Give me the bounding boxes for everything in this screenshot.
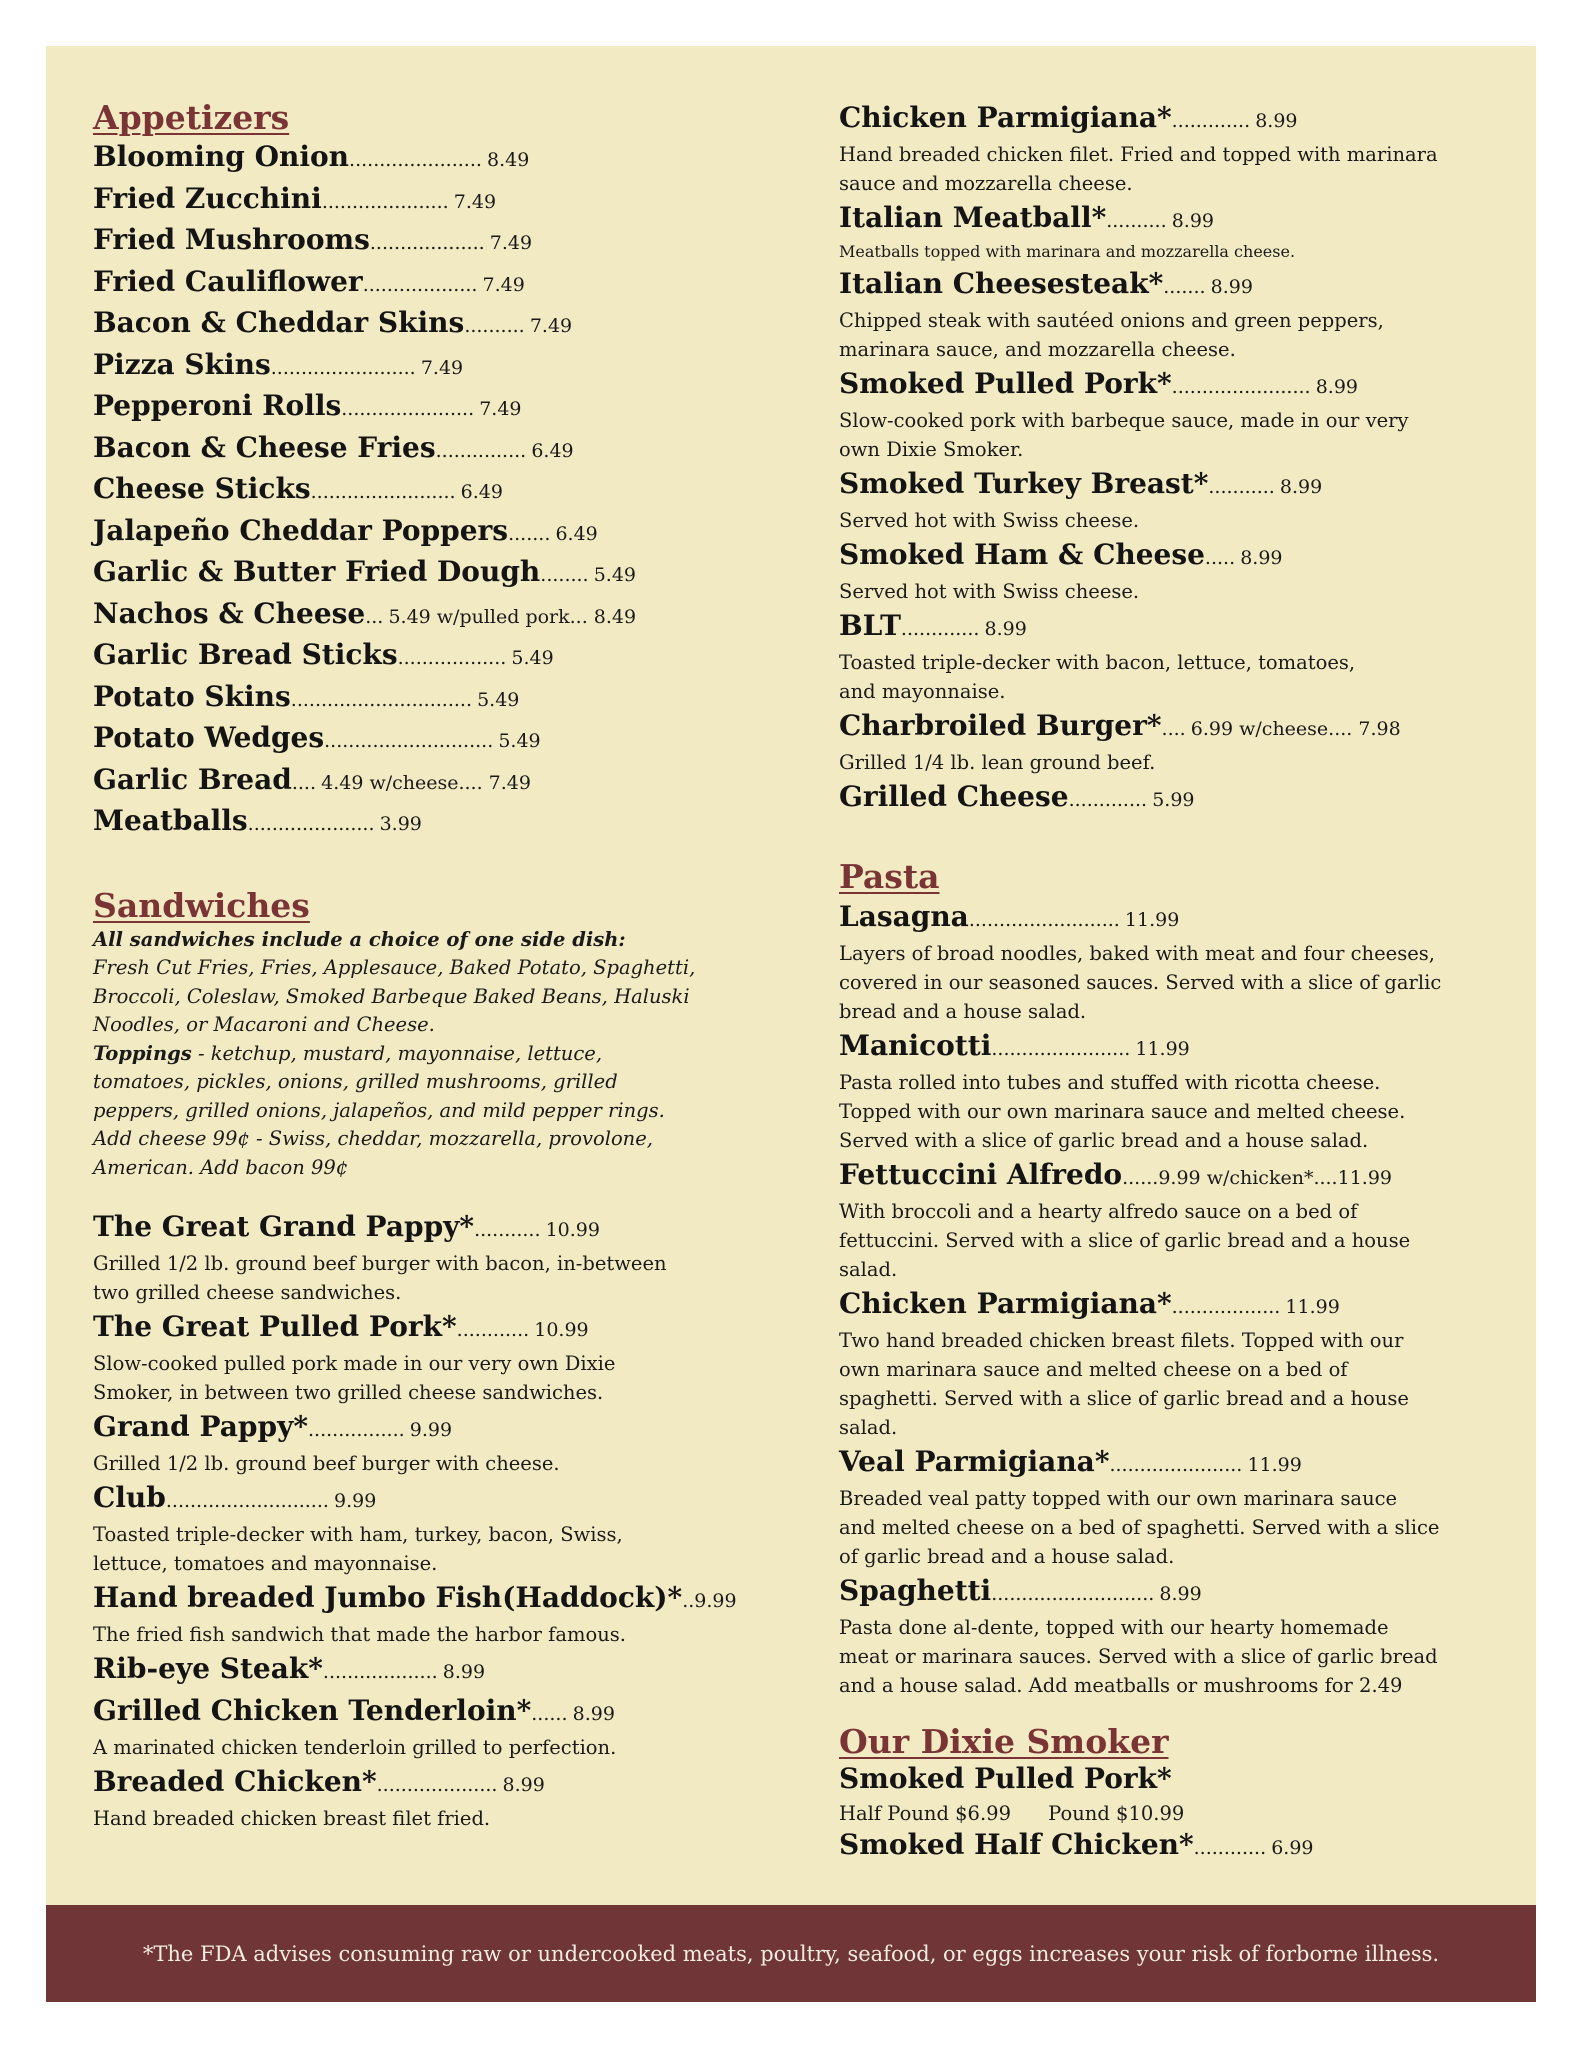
item-description: Served hot with Swiss cheese. [839, 580, 1140, 603]
item-description: two grilled cheese sandwiches. [93, 1281, 402, 1304]
sandwiches-heading: Sandwiches [93, 885, 310, 925]
menu-item [93, 636, 773, 678]
leader-dots: ............................ [324, 730, 494, 752]
item-description: sauce and mozzarella cheese. [839, 172, 1133, 195]
item-price: 11.99 [1247, 1454, 1302, 1476]
item-price: 8.49 [487, 149, 530, 171]
item-name: Meatballs [93, 804, 248, 837]
leader-dots: ...................... [1109, 1454, 1243, 1476]
item-description: Toasted triple-decker with ham, turkey, bacon, Swiss, [93, 1523, 623, 1546]
item-description: spaghetti. Served with a slice of garlic bread and a house [839, 1387, 1409, 1410]
item-description: own marinara sauce and melted cheese on a bed of [839, 1358, 1348, 1381]
menu-item [839, 1829, 1519, 1865]
item-name: Fettuccini Alfredo [839, 1158, 1123, 1191]
menu-item [839, 536, 1519, 606]
leader-dots: ........ [540, 564, 589, 586]
leader-dots: ................... [362, 273, 478, 296]
item-name: The Great Pulled Pork* [93, 1310, 457, 1343]
item-price: 9.99 w/chicken*....11.99 [1158, 1167, 1392, 1189]
menu-item [93, 429, 773, 471]
item-name: Cheese Sticks [93, 472, 311, 505]
leader-dots: ..................... [321, 190, 449, 213]
leader-dots: ....... [508, 522, 551, 545]
item-description: and melted cheese on a bed of spaghetti. Served with a slice [839, 1516, 1440, 1539]
dixie-smoker-heading: Our Dixie Smoker [839, 1722, 1169, 1761]
menu-item [839, 465, 1519, 535]
item-price: 10.99 [545, 1219, 600, 1241]
item-description: Smoker, in between two grilled cheese sandwiches. [93, 1381, 604, 1404]
leader-dots: .. [682, 1590, 695, 1612]
item-price: 8.99 [572, 1703, 615, 1725]
item-description: Pasta done al-dente, topped with our hearty homemade [839, 1616, 1389, 1639]
item-name: Smoked Half Chicken* [839, 1828, 1194, 1861]
leader-dots: .......... [1106, 210, 1167, 232]
item-price: 6.99 [1271, 1837, 1314, 1859]
leader-dots: ............. [900, 618, 980, 640]
item-price: 6.49 [555, 522, 598, 545]
item-description: Toasted triple-decker with bacon, lettuce, tomatoes, [839, 651, 1356, 674]
item-name: Lasagna [839, 900, 969, 933]
item-description: A marinated chicken tenderloin grilled to perfection. [93, 1736, 617, 1759]
item-description: Chipped steak with sautéed onions and green peppers, [839, 309, 1384, 332]
item-name: Jalapeño Cheddar Poppers [93, 513, 509, 547]
leader-dots: ............. [1068, 789, 1148, 811]
leader-dots: ................... [369, 232, 485, 254]
item-description: and mayonnaise. [839, 680, 1006, 703]
item-name: Breaded Chicken* [93, 1765, 377, 1798]
item-name: BLT [839, 609, 901, 642]
item-name: Bacon & Cheese Fries [93, 430, 436, 464]
item-description: own Dixie Smoker. [839, 438, 1024, 461]
item-price: 9.99 [694, 1590, 737, 1612]
item-price: 7.49 [479, 398, 522, 420]
item-price: 11.99 [1285, 1296, 1340, 1318]
item-name: Veal Parmigiana* [839, 1445, 1110, 1478]
sandwiches-list-left [93, 1208, 773, 1833]
leader-dots: ................... [322, 1661, 438, 1683]
item-name: Grand Pappy* [93, 1410, 309, 1443]
menu-item [839, 1156, 1519, 1284]
menu-item [93, 221, 773, 263]
menu-page [46, 46, 1536, 2002]
menu-item [93, 1579, 773, 1649]
item-price: 5.49 w/pulled pork... 8.49 [388, 605, 637, 628]
item-description: bread and a house salad. [839, 1000, 1087, 1023]
item-description: meat or marinara sauces. Served with a slice of garlic bread [839, 1645, 1438, 1668]
leader-dots: ....... [1163, 276, 1206, 298]
item-price: 8.99 [1279, 476, 1323, 498]
menu-item [839, 265, 1519, 364]
item-name: Hand breaded Jumbo Fish(Haddock)* [93, 1581, 683, 1614]
menu-item [839, 1572, 1519, 1700]
menu-item [93, 1308, 773, 1407]
item-price: 11.99 [1135, 1038, 1190, 1060]
item-price: 11.99 [1124, 909, 1180, 931]
left-column [93, 98, 773, 1833]
item-price: 5.99 [1152, 789, 1195, 811]
note-line: Fresh Cut Fries, Fries, Applesauce, Baked Potato, Spaghetti, [93, 956, 696, 979]
leader-dots: ...................... [349, 149, 482, 171]
leader-dots: ............ [1193, 1837, 1267, 1859]
item-name: Bacon & Cheddar Skins [93, 306, 465, 339]
item-name: Fried Mushrooms [93, 223, 370, 256]
item-name: Italian Cheesesteak* [839, 267, 1164, 300]
menu-item [93, 138, 773, 180]
item-name: Potato Wedges [93, 721, 325, 754]
appetizers-heading: Appetizers [93, 98, 290, 137]
fda-disclaimer: *The FDA advises consuming raw or undercooked meats, poultry, seafood, or eggs increases your risk of forborne illness. [142, 1941, 1440, 1966]
menu-item [93, 470, 773, 512]
pasta-list [839, 898, 1519, 1700]
item-price: 10.99 [534, 1319, 589, 1341]
leader-dots: ........... [1208, 476, 1275, 498]
item-name: Garlic Bread Sticks [93, 638, 398, 671]
leader-dots: .................. [1171, 1296, 1281, 1318]
menu-item [93, 802, 773, 844]
item-price: 8.99 [1171, 210, 1215, 232]
item-description: Breaded veal patty topped with our own marinara sauce [839, 1487, 1398, 1510]
item-price: 7.49 [529, 315, 573, 337]
menu-item [93, 595, 773, 637]
menu-item [93, 761, 773, 803]
leader-dots: ... [365, 605, 384, 628]
menu-item [93, 1208, 773, 1307]
menu-item [839, 1027, 1519, 1155]
item-description: marinara sauce, and mozzarella cheese. [839, 338, 1236, 361]
menu-item [839, 365, 1519, 464]
item-description: Hand breaded chicken breast filet fried. [93, 1807, 491, 1830]
item-price: 5.49 [498, 730, 541, 752]
leader-dots: ............... [435, 439, 527, 462]
menu-item [839, 199, 1519, 264]
leader-dots: .... [291, 771, 317, 794]
item-description: Slow-cooked pork with barbeque sauce, made in our very [839, 409, 1409, 432]
menu-item [839, 1285, 1519, 1442]
item-description: and a house salad. Add meatballs or mushrooms for 2.49 [839, 1674, 1403, 1697]
item-price: 7.49 [453, 190, 497, 213]
item-description: Slow-cooked pulled pork made in our very own Dixie [93, 1352, 616, 1375]
leader-dots: ...... [1122, 1167, 1159, 1189]
item-portion-prices: Half Pound $6.99 Pound $10.99 [839, 1802, 1185, 1825]
item-price: 6.49 [531, 439, 574, 462]
item-description: Grilled 1/2 lb. ground beef burger with cheese. [93, 1452, 560, 1475]
item-name: Garlic Bread [93, 762, 292, 796]
item-name: Smoked Pulled Pork* [839, 1762, 1172, 1795]
menu-item [93, 553, 773, 595]
side-dish-heading: All sandwiches include a choice of one side dish: [93, 927, 626, 951]
sandwiches-note [93, 926, 773, 1183]
item-name: Manicotti [839, 1029, 992, 1062]
item-name: Nachos & Cheese [93, 596, 366, 630]
item-name: Garlic & Butter Fried Dough [93, 555, 541, 588]
item-price: 4.49 w/cheese.... 7.49 [321, 771, 531, 794]
item-name: Fried Zucchini [93, 181, 322, 215]
leader-dots: ........................ [270, 356, 416, 379]
note-line: Add cheese 99¢ - Swiss, cheddar, mozzarella, provolone, [93, 1127, 653, 1150]
leader-dots: ...... [531, 1703, 568, 1725]
leader-dots: ..... [1204, 547, 1236, 569]
item-name: Club [93, 1481, 166, 1514]
item-price: 7.49 [482, 273, 525, 296]
menu-item [93, 1650, 773, 1691]
leader-dots: ....................... [991, 1038, 1131, 1060]
leader-dots: ....................... [1171, 376, 1311, 398]
leader-dots: .......... [464, 315, 525, 337]
item-price: 9.99 [409, 1419, 453, 1441]
item-name: Grilled Cheese [839, 780, 1069, 813]
leader-dots: ............. [1171, 110, 1251, 132]
leader-dots: .............................. [290, 688, 472, 711]
item-description: The fried fish sandwich that made the harbor famous. [93, 1623, 626, 1646]
note-line: Noodles, or Macaroni and Cheese. [93, 1013, 435, 1036]
item-description: Served with a slice of garlic bread and a house salad. [839, 1129, 1369, 1152]
leader-dots: ............ [456, 1319, 530, 1341]
note-line: Broccoli, Coleslaw, Smoked Barbeque Baked Beans, Haluski [93, 984, 690, 1008]
item-name: Pepperoni Rolls [93, 389, 342, 422]
leader-dots: ........................... [991, 1583, 1155, 1605]
item-name: Chicken Parmigiana* [839, 1287, 1172, 1320]
item-name: Potato Skins [93, 679, 291, 713]
menu-item [93, 304, 773, 346]
menu-item [93, 263, 773, 305]
leader-dots: ...................... [341, 398, 475, 420]
item-name: Fried Cauliflower [93, 264, 363, 298]
item-description: Topped with our own marinara sauce and melted cheese. [839, 1100, 1406, 1123]
item-price: 7.49 [420, 356, 464, 379]
item-description: lettuce, tomatoes and mayonnaise. [93, 1552, 438, 1575]
menu-item [93, 512, 773, 554]
item-description: fettuccini. Served with a slice of garlic bread and a house [839, 1229, 1411, 1252]
item-price: 7.49 [489, 232, 533, 254]
leader-dots: .................. [397, 647, 507, 669]
item-price: 8.99 [1210, 276, 1253, 298]
item-description: of garlic bread and a house salad. [839, 1545, 1175, 1568]
leader-dots: ........................... [165, 1490, 329, 1512]
item-name: Smoked Pulled Pork* [839, 367, 1172, 400]
leader-dots: ........................ [310, 481, 456, 503]
item-name: The Great Grand Pappy* [93, 1210, 475, 1243]
menu-item [93, 1763, 773, 1833]
sandwiches-list-right [839, 99, 1519, 819]
menu-item [93, 719, 773, 761]
item-description: Grilled 1/2 lb. ground beef burger with bacon, in-between [93, 1252, 667, 1275]
item-price: 9.99 [334, 1490, 377, 1512]
menu-item [93, 180, 773, 222]
leader-dots: ......................... [968, 909, 1120, 931]
item-price: 8.99 [1159, 1583, 1202, 1605]
leader-dots: ................ [308, 1419, 405, 1441]
item-price: 3.99 [379, 813, 422, 835]
note-line: - ketchup, mustard, mayonnaise, lettuce, [191, 1041, 603, 1065]
menu-item [839, 1763, 1519, 1828]
toppings-label: Toppings [93, 1041, 192, 1065]
item-price: 8.99 [1315, 376, 1358, 398]
menu-item [93, 678, 773, 720]
item-name: Spaghetti [839, 1574, 992, 1607]
item-price: 5.49 [477, 688, 520, 711]
menu-item [93, 346, 773, 388]
item-price: 8.99 [502, 1774, 545, 1796]
item-description: Two hand breaded chicken breast filets. Topped with our [839, 1329, 1404, 1352]
item-description: Pasta rolled into tubes and stuffed with ricotta cheese. [839, 1071, 1381, 1094]
item-name: Smoked Turkey Breast* [839, 467, 1209, 500]
leader-dots: .... [1161, 718, 1186, 740]
item-description: Served hot with Swiss cheese. [839, 509, 1140, 532]
item-description: salad. [839, 1416, 898, 1439]
note-line: tomatoes, pickles, onions, grilled mushrooms, grilled [93, 1070, 618, 1093]
item-description: salad. [839, 1258, 898, 1281]
item-price: 6.99 w/cheese.... 7.98 [1190, 718, 1401, 740]
appetizers-list [93, 138, 773, 844]
menu-item [93, 387, 773, 429]
leader-dots: ........... [474, 1219, 541, 1241]
item-name: Grilled Chicken Tenderloin* [93, 1694, 532, 1727]
pasta-heading: Pasta [839, 857, 940, 896]
right-column [839, 98, 1519, 1865]
item-description: Layers of broad noodles, baked with meat and four cheeses, [839, 942, 1435, 965]
menu-item [839, 898, 1519, 1026]
menu-item [839, 707, 1519, 777]
menu-item [93, 1479, 773, 1578]
item-description: Hand breaded chicken filet. Fried and topped with marinara [839, 143, 1438, 166]
item-description: covered in our seasoned sauces. Served with a slice of garlic [839, 971, 1442, 994]
item-price: 8.99 [984, 618, 1027, 640]
menu-item [93, 1408, 773, 1478]
menu-item [93, 1692, 773, 1762]
fda-disclaimer-bar [46, 1905, 1536, 2002]
leader-dots: .................... [376, 1774, 498, 1796]
menu-item [839, 99, 1519, 198]
leader-dots: ..................... [247, 813, 375, 835]
item-price: 8.99 [1240, 547, 1283, 569]
item-price: 5.49 [593, 564, 637, 586]
item-name: Charbroiled Burger* [839, 709, 1162, 742]
note-line: American. Add bacon 99¢ [93, 1155, 349, 1179]
item-description: Grilled 1/4 lb. lean ground beef. [839, 751, 1156, 774]
item-price: 5.49 [511, 647, 554, 669]
item-name: Rib-eye Steak* [93, 1652, 323, 1685]
item-description: Meatballs topped with marinara and mozzarella cheese. [839, 242, 1296, 261]
menu-item [839, 607, 1519, 706]
menu-item [839, 778, 1519, 819]
item-name: Smoked Ham & Cheese [839, 538, 1205, 571]
item-price: 8.99 [442, 1661, 486, 1683]
item-name: Chicken Parmigiana* [839, 101, 1172, 134]
item-name: Blooming Onion [93, 140, 350, 173]
item-price: 6.49 [460, 481, 503, 503]
item-description: With broccoli and a hearty alfredo sauce on a bed of [839, 1200, 1358, 1223]
note-line: peppers, grilled onions, jalapeños, and mild pepper rings. [93, 1098, 665, 1122]
smoker-list [839, 1763, 1519, 1865]
item-name: Italian Meatball* [839, 201, 1107, 234]
menu-item [839, 1443, 1519, 1571]
item-name: Pizza Skins [93, 347, 271, 381]
item-price: 8.99 [1255, 110, 1298, 132]
